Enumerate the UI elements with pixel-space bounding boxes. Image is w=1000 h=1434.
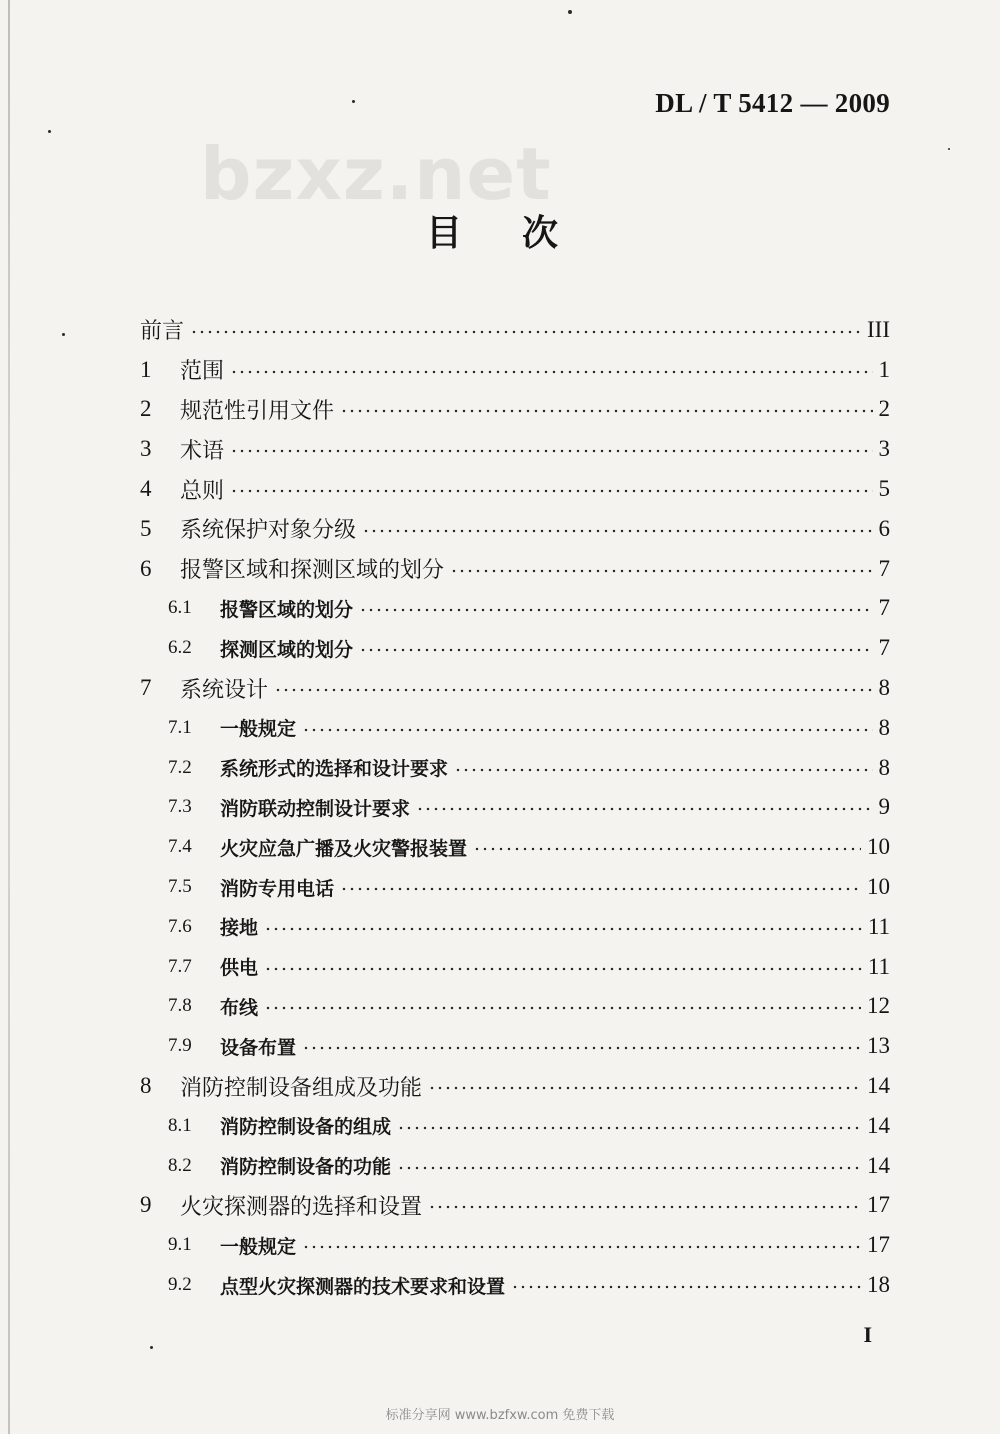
toc-entry-label: 系统保护对象分级	[180, 518, 357, 544]
toc-title: 目次	[425, 213, 618, 254]
toc-entry-label: 设备布置	[220, 1036, 297, 1059]
toc-entry	[140, 987, 890, 1027]
toc-entry-number: 2	[140, 396, 152, 422]
toc-dot-leader	[397, 1165, 861, 1171]
toc-entry-label: 接地	[220, 917, 259, 940]
toc-entry-page: 9	[878, 794, 890, 820]
toc-entry-number: 4	[140, 476, 152, 502]
toc-entry-page: 14	[867, 1073, 890, 1099]
toc-entry-number: 9.2	[168, 1274, 192, 1296]
toc-entry	[140, 350, 890, 390]
toc-entry-page: 18	[867, 1272, 890, 1298]
toc-entry-label: 探测区域的划分	[220, 638, 354, 661]
toc-entry-label: 规范性引用文件	[180, 398, 335, 424]
toc-entry-page: 8	[878, 675, 890, 701]
scan-speck	[352, 100, 355, 103]
toc-entry-number: 7.2	[168, 756, 192, 778]
toc-entry-label: 布线	[220, 996, 259, 1019]
scan-speck	[62, 333, 65, 336]
toc-dot-leader	[230, 369, 872, 375]
toc-entry-label: 火灾应急广播及火灾警报装置	[220, 837, 468, 860]
toc-entry-page: 14	[867, 1152, 890, 1178]
toc-entry-number: 7	[140, 675, 152, 701]
toc-entry	[140, 1146, 890, 1186]
page-number: I	[863, 1322, 872, 1347]
toc-dot-leader	[302, 727, 872, 733]
toc-dot-leader	[274, 687, 872, 693]
scan-speck	[948, 148, 950, 150]
toc-entry	[140, 1225, 890, 1265]
toc-entry-label: 前言	[140, 319, 185, 345]
toc-entry-label: 系统设计	[180, 677, 269, 703]
scan-speck	[150, 1346, 153, 1349]
toc-entry-label: 供电	[220, 957, 259, 980]
toc-entry-page: 6	[878, 515, 890, 541]
toc-entry	[140, 827, 890, 867]
toc-dot-leader	[264, 966, 862, 972]
toc-entry-number: 8	[140, 1073, 152, 1099]
toc-entry-number: 7.6	[168, 915, 192, 937]
toc-entry-page: 7	[878, 595, 890, 621]
toc-entry	[140, 589, 890, 629]
toc-entry-page: 2	[878, 396, 890, 422]
toc-entry-number: 7.4	[168, 836, 192, 858]
toc-dot-leader	[302, 1244, 861, 1250]
toc-entry	[140, 788, 890, 828]
toc-dot-leader	[264, 1005, 861, 1011]
toc-dot-leader	[359, 647, 872, 653]
toc-entry-number: 8.2	[168, 1154, 192, 1176]
toc-entry-page: 5	[878, 476, 890, 502]
toc-entry-label: 火灾探测器的选择和设置	[180, 1194, 423, 1220]
toc-entry-label: 消防控制设备的组成	[220, 1116, 392, 1139]
toc-entry-page: 7	[878, 635, 890, 661]
toc-entry-number: 7.9	[168, 1035, 192, 1057]
toc-dot-leader	[397, 1125, 861, 1131]
toc-entry-page: 17	[867, 1192, 890, 1218]
toc-entry	[140, 310, 890, 350]
toc-entry-label: 一般规定	[220, 718, 297, 741]
scan-speck	[48, 130, 51, 133]
toc-entry	[140, 1186, 890, 1226]
toc-entry-number: 3	[140, 436, 152, 462]
toc-entry-page: 11	[867, 953, 890, 979]
toc-entry	[140, 1106, 890, 1146]
toc-entry-number: 5	[140, 515, 152, 541]
toc-dot-leader	[473, 846, 861, 852]
toc-entry-label: 消防控制设备的功能	[220, 1156, 392, 1179]
toc-entry	[140, 1026, 890, 1066]
toc-entry	[140, 429, 890, 469]
toc-entry-number: 7.8	[168, 995, 192, 1017]
toc-entry-number: 6.2	[168, 637, 192, 659]
toc-entry-page: 8	[878, 754, 890, 780]
toc-dot-leader	[302, 1045, 861, 1051]
toc-entry-number: 6	[140, 555, 152, 581]
toc-entry-page: 8	[878, 714, 890, 740]
toc-entry-number: 1	[140, 356, 152, 382]
toc-entry-number: 7.1	[168, 716, 192, 738]
scan-speck	[568, 10, 572, 14]
toc-entry-number: 9.1	[168, 1234, 192, 1256]
toc-dot-leader	[340, 408, 872, 414]
toc-dot-leader	[340, 886, 861, 892]
toc-entry	[140, 748, 890, 788]
toc-entry	[140, 509, 890, 549]
toc-dot-leader	[230, 488, 872, 494]
toc-entry-label: 报警区域的划分	[220, 598, 354, 621]
watermark: bzxz.net	[200, 132, 552, 216]
toc-dot-leader	[416, 806, 872, 812]
toc-entry	[140, 947, 890, 987]
toc-dot-leader	[190, 329, 861, 335]
toc-entry-label: 消防控制设备组成及功能	[180, 1075, 423, 1101]
toc-dot-leader	[428, 1085, 861, 1091]
toc-entry	[140, 549, 890, 589]
toc-dot-leader	[454, 767, 872, 773]
toc-dot-leader	[362, 528, 872, 534]
toc-entry	[140, 1066, 890, 1106]
standard-code: DL / T 5412 — 2009	[655, 88, 890, 118]
toc-entry-page: 3	[878, 436, 890, 462]
toc-entry	[140, 628, 890, 668]
toc-entry	[140, 907, 890, 947]
toc-dot-leader	[264, 926, 862, 932]
toc-entry-page: 10	[867, 834, 890, 860]
toc-entry-page: 14	[867, 1112, 890, 1138]
toc-entry-label: 点型火灾探测器的技术要求和设置	[220, 1275, 506, 1298]
toc-entry-page: 1	[878, 356, 890, 382]
toc-entry	[140, 708, 890, 748]
toc-entry-label: 术语	[180, 438, 225, 464]
toc-entry-number: 9	[140, 1192, 152, 1218]
toc-entry-label: 报警区域和探测区域的划分	[180, 558, 445, 584]
toc-dot-leader	[230, 448, 872, 454]
source-footer: 标准分享网 www.bzfxw.com 免费下载	[385, 1408, 615, 1423]
toc-entry-label: 一般规定	[220, 1235, 297, 1258]
toc-entry	[140, 1265, 890, 1305]
toc-entry-number: 7.7	[168, 955, 192, 977]
toc-entry-label: 消防联动控制设计要求	[220, 797, 411, 820]
table-of-contents	[140, 310, 890, 1305]
toc-entry-page: 17	[867, 1232, 890, 1258]
toc-entry-label: 范围	[180, 359, 225, 385]
toc-entry	[140, 867, 890, 907]
toc-entry-number: 6.1	[168, 597, 192, 619]
toc-entry	[140, 668, 890, 708]
toc-entry-page: 12	[867, 993, 890, 1019]
toc-entry	[140, 390, 890, 430]
toc-dot-leader	[511, 1284, 861, 1290]
toc-entry	[140, 469, 890, 509]
toc-entry-number: 7.5	[168, 876, 192, 898]
toc-entry-number: 8.1	[168, 1114, 192, 1136]
toc-entry-page: 10	[867, 874, 890, 900]
toc-entry-page: 13	[867, 1033, 890, 1059]
toc-dot-leader	[359, 607, 872, 613]
toc-entry-label: 总则	[180, 478, 225, 504]
toc-entry-page: 7	[878, 555, 890, 581]
toc-entry-label: 系统形式的选择和设计要求	[220, 758, 449, 781]
toc-entry-page: III	[867, 316, 890, 342]
toc-dot-leader	[450, 568, 872, 574]
toc-entry-number: 7.3	[168, 796, 192, 818]
toc-dot-leader	[428, 1204, 861, 1210]
toc-entry-label: 消防专用电话	[220, 877, 335, 900]
toc-entry-page: 11	[867, 913, 890, 939]
